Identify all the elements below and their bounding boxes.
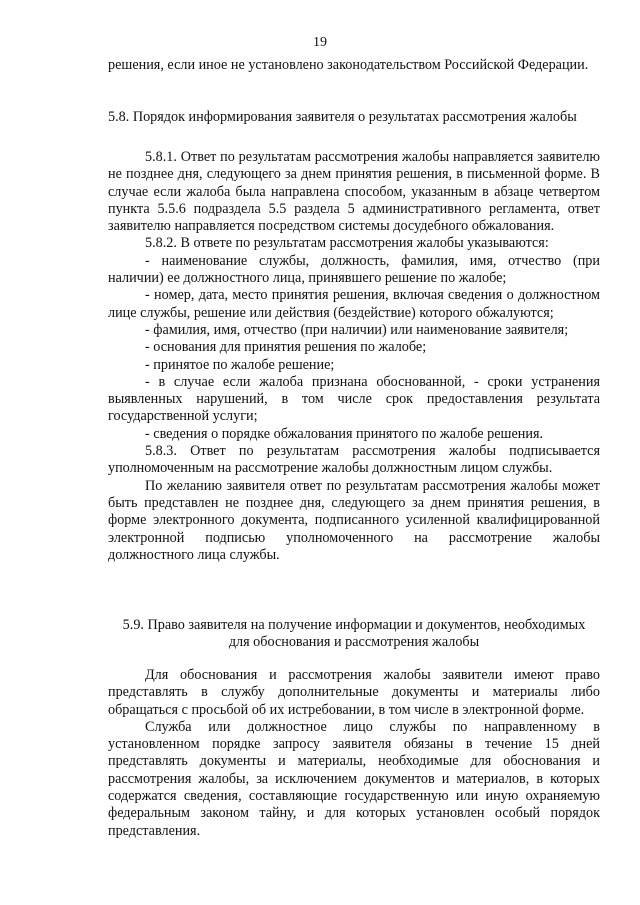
list-item: - номер, дата, место принятия решения, включая сведения о должностном лице службы, решение или действия (бездействие) которого обжалуются; (108, 287, 600, 321)
section-5-9-body (108, 667, 600, 840)
page-number: 19 (313, 35, 327, 50)
section-5-8-heading-block (108, 109, 600, 126)
list-item: - принятое по жалобе решение; (145, 356, 335, 373)
list-item: - сведения о порядке обжалования принятого по жалобе решения. (145, 425, 544, 442)
paragraph-continuation: решения, если иное не установлено законодательством Российской Федерации. (108, 57, 589, 73)
continuation-paragraph (108, 57, 600, 74)
paragraph-5-8-2: 5.8.2. В ответе по результатам рассмотрения жалобы указываются: (145, 235, 549, 252)
list-item: - фамилия, имя, отчество (при наличии) или наименование заявителя; (145, 321, 569, 338)
paragraph-electronic-answer: По желанию заявителя ответ по результатам рассмотрения жалобы может быть представлен не позднее дня, следующего за днем принятия решения, в форме электронного документа, подписанного усиленной квалифицированной электронной подписью уполномоченного на рассмотрение жалобы должностного лица службы. (108, 477, 600, 563)
section-5-9-heading-block (108, 617, 600, 652)
section-heading-5-8: 5.8. Порядок информирования заявителя о результатах рассмотрения жалобы (108, 109, 577, 125)
list-item: - в случае если жалоба признана обоснованной, - сроки устранения выявленных нарушений, в том числе срок предоставления результата государственной услуги; (108, 373, 600, 425)
section-heading-5-9-line2: для обоснования и рассмотрения жалобы (228, 634, 480, 651)
section-heading-5-9-line1: 5.9. Право заявителя на получение информации и документов, необходимых (122, 617, 586, 633)
paragraph-5-9-2: Служба или должностное лицо службы по направленному в установленном порядке запросу заявителя обязаны в течение 15 дней представлять документы и материалы, необходимые для обоснования и рассмотрения жалобы, за исключением документов и материалов, в которых содержатся сведения, составляющие государственную или иную охраняемую федеральным законом тайну, и для которых установлен особый порядок представления. (108, 718, 600, 839)
paragraph-5-8-1: 5.8.1. Ответ по результатам рассмотрения жалобы направляется заявителю не позднее дня, следующего за днем принятия решения, в письменной форме. В случае если жалоба была направлена способом, указанным в абзаце четвертом пункта 5.5.6 подраздела 5.5 раздела 5 административного регламента, ответ заявителю направляется посредством системы досудебного обжалования. (108, 149, 600, 235)
paragraph-5-8-3: 5.8.3. Ответ по результатам рассмотрения жалобы подписывается уполномоченным на рассмотрение жалобы должностным лицом службы. (108, 443, 600, 477)
list-item: - основания для принятия решения по жалобе; (145, 339, 427, 356)
section-5-8-body (108, 149, 600, 564)
paragraph-5-9-1: Для обоснования и рассмотрения жалобы заявители имеют право представлять в службу дополнительные документы и материалы либо обращаться с просьбой об их истребовании, в том числе в электронной форме. (108, 667, 600, 718)
list-item: - наименование службы, должность, фамилия, имя, отчество (при наличии) ее должностного лица, принявшего решение по жалобе; (108, 252, 600, 287)
